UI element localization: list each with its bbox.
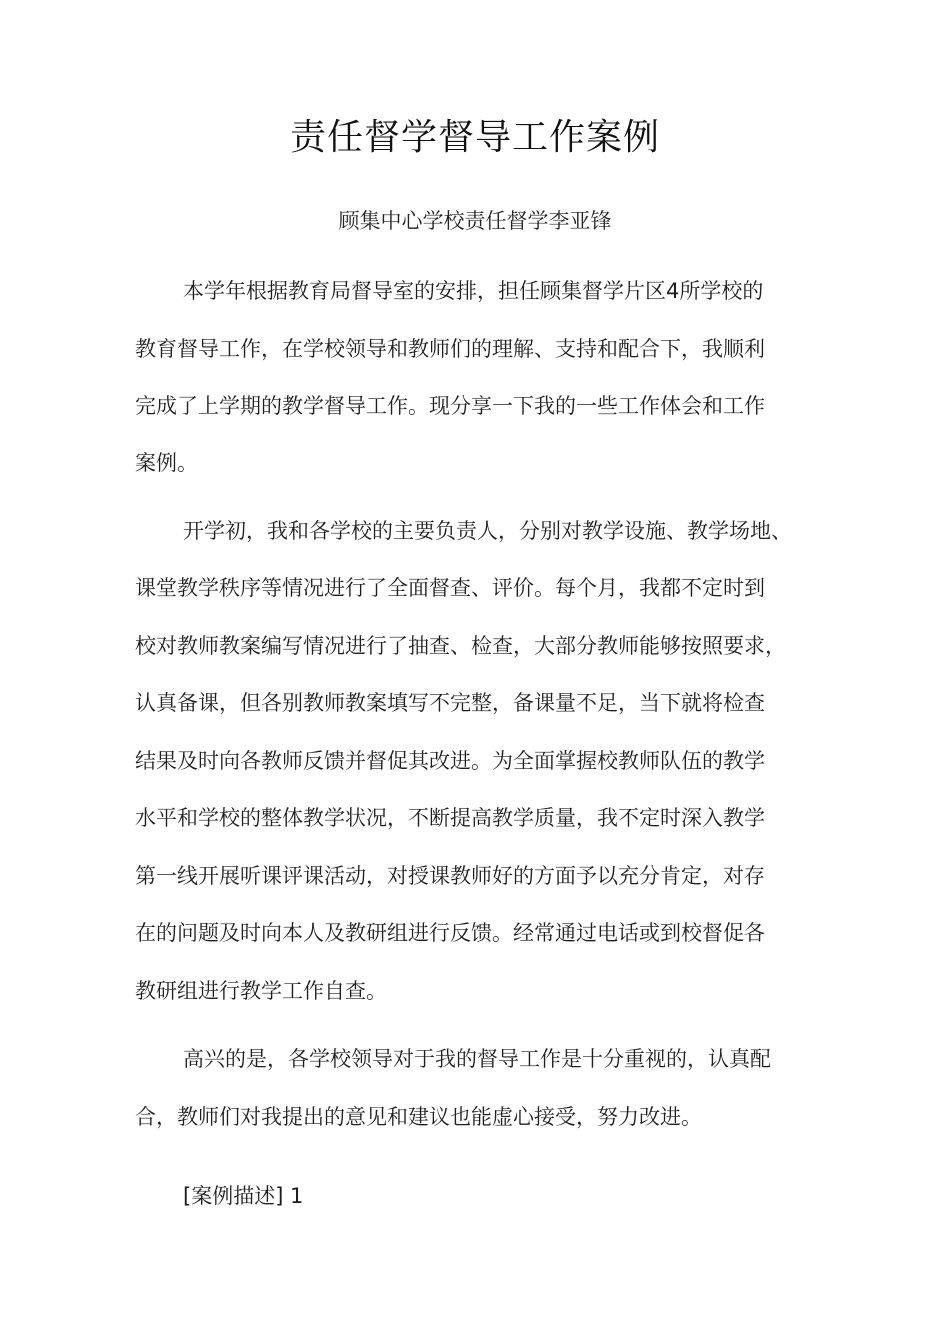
paragraph-line: 课堂教学秩序等情况进行了全面督查、评价。每个月，我都不定时到 <box>135 576 765 600</box>
paragraph-line: 认真备课，但各别教师教案填写不完整，备课量不足，当下就将检查 <box>135 691 765 715</box>
paragraph-line: 水平和学校的整体教学状况，不断提高教学质量，我不定时深入教学 <box>135 806 765 830</box>
case-description-label: [案例描述] 1 <box>183 1184 304 1208</box>
paragraph-line: 本学年根据教育局督导室的安排，担任顾集督学片区4所学校的 <box>183 279 764 303</box>
paragraph-line: 案例。 <box>135 451 198 475</box>
paragraph-line: 完成了上学期的教学督导工作。现分享一下我的一些工作体会和工作 <box>135 394 765 418</box>
paragraph-line: 第一线开展听课评课活动，对授课教师好的方面予以充分肯定，对存 <box>135 864 765 888</box>
paragraph-line: 结果及时向各教师反馈并督促其改进。为全面掌握校教师队伍的教学 <box>135 749 765 773</box>
paragraph-line: 校对教师教案编写情况进行了抽查、检查，大部分教师能够按照要求， <box>135 634 786 658</box>
paragraph-line: 高兴的是，各学校领导对于我的督导工作是十分重视的，认真配 <box>183 1047 771 1071</box>
document-subtitle: 顾集中心学校责任督学李亚锋 <box>338 209 612 233</box>
paragraph-line: 开学初，我和各学校的主要负责人，分别对教学设施、教学场地、 <box>183 519 792 543</box>
document-title: 责任督学督导工作案例 <box>289 117 660 158</box>
paragraph-line: 在的问题及时向本人及教研组进行反馈。经常通过电话或到校督促各 <box>135 921 765 945</box>
paragraph-line: 教研组进行教学工作自查。 <box>135 979 387 1003</box>
paragraph-line: 合，教师们对我提出的意见和建议也能虚心接受，努力改进。 <box>135 1105 702 1129</box>
paragraph-line: 教育督导工作，在学校领导和教师们的理解、支持和配合下，我顺利 <box>135 337 765 361</box>
